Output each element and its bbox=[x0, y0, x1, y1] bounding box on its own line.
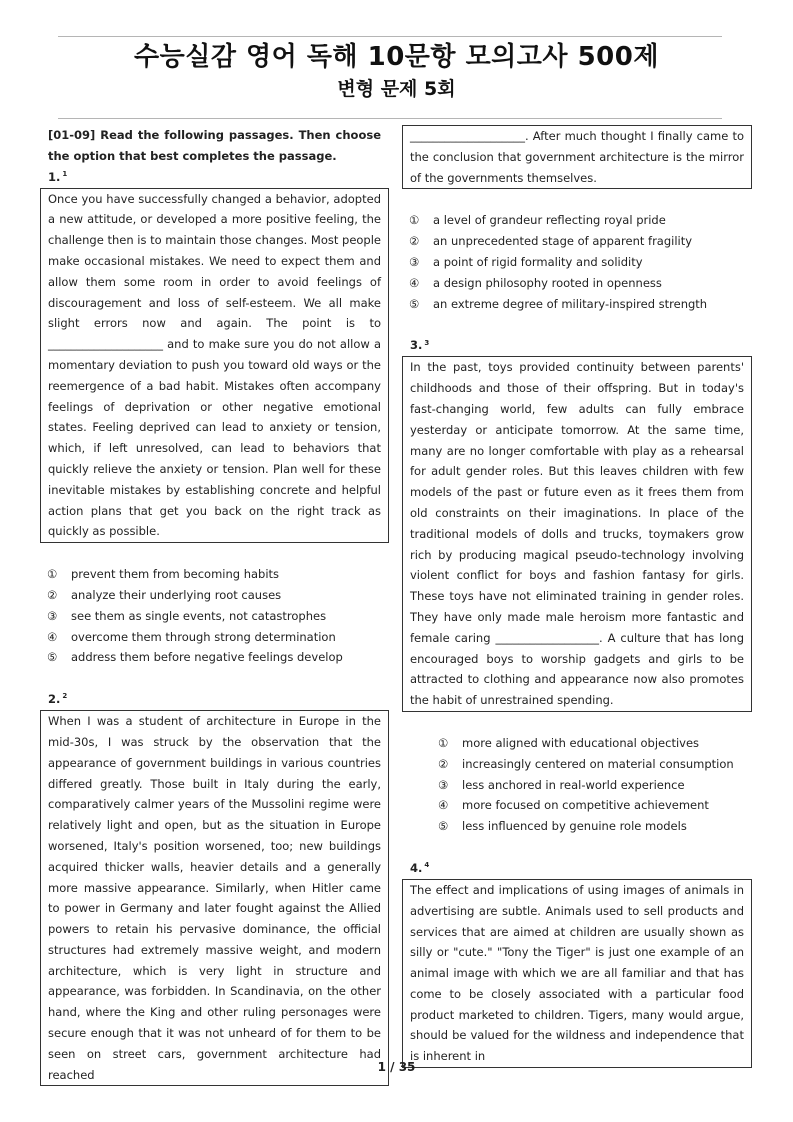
passage-box bbox=[402, 879, 752, 1068]
passage-text: In the past, toys provided continuity between parents' childhoods and those of their offspring. But in today's fast-changing world, few adults can fully embrace yesterday or anticipate tomorrow. At the same time, many are no longer comfortable with play as a rehearsal for adult gender roles. But this leaves children with few models of the past or future even as it frees them from old constraints on their imaginations. In place of the traditional models of dolls and trucks, toymakers grow rich by producing magical pseudo-technology involving violent conflict for boys and fashion fantasy for girls. These toys have not eliminated training in gender roles. They have only made male heroism more fantastic and female caring __________________. A culture that has long encouraged boys to worship gadgets and girls to be attracted to clothing and appearance now also promotes the habit of unrestrained spending. bbox=[410, 360, 744, 708]
choice-mark: ④ bbox=[438, 798, 449, 813]
choice-item[interactable] bbox=[47, 564, 389, 585]
choice-item[interactable] bbox=[47, 627, 389, 648]
passage-text: When I was a student of architecture in Europe in the mid-30s, I was struck by the observation that the appearance of government buildings in various countries differed greatly. Those built in Italy during the early, comparatively calmer years of the Mussolini regime were relatively light and open, but as the situation in Europe worsened, Italy's position worsened, too; new buildings acquired thicker walls, heavier details and a generally more massive appearance. Similarly, when Hitler came to power in Germany and later fought against the Allied powers to retain his pervasive dominance, the official structures had extremely massive weight, and modern architecture, which is very light in structure and appearance, was forbidden. In Scandinavia, on the other hand, where the King and other ruling personages were secure enough that it was not unheard of for them to be seen on street cars, government architecture had reached bbox=[48, 714, 381, 1082]
instructions: [01-09] Read the following passages. Then choose the option that best completes the passage. bbox=[48, 128, 381, 163]
choice-text: increasingly centered on material consumption bbox=[462, 756, 734, 771]
choice-mark: ③ bbox=[438, 777, 449, 792]
choice-text: less anchored in real-world experience bbox=[462, 777, 685, 792]
footnote-mark: 1 bbox=[62, 169, 68, 178]
choice-mark: ④ bbox=[47, 629, 58, 644]
page-current: 1 bbox=[377, 1060, 386, 1074]
choice-text: a point of rigid formality and solidity bbox=[433, 254, 643, 269]
choice-list bbox=[402, 210, 752, 314]
footnote-mark: 2 bbox=[62, 692, 68, 701]
question-number bbox=[402, 335, 752, 356]
choice-item[interactable] bbox=[409, 252, 752, 273]
passage-text: Once you have successfully changed a behavior, adopted a new attitude, or developed a more positive feeling, the challenge then is to maintain those changes. Most people make occasional mistakes. We need to expect them and allow them some room in order to avoid feelings of discouragement and loss of self-esteem. We all make slight errors now and again. The point is to ____________________ and to make sure you do not allow a momentary deviation to push you toward old ways or the reemergence of a bad habit. Mistakes often accompany feelings of deprivation or other negative emotional states. Feeling deprived can lead to anxiety or tension, which, if left unresolved, can lead to behaviors that quickly relieve the anxiety or tension. Plan well for these inevitable mistakes by establishing concrete and helpful action plans that get you back on the right track as quickly as possible. bbox=[48, 191, 382, 539]
choice-text: address them before negative feelings develop bbox=[71, 650, 343, 665]
choice-text: more focused on competitive achievement bbox=[462, 798, 709, 813]
choice-text: prevent them from becoming habits bbox=[71, 567, 280, 582]
right-column bbox=[402, 125, 752, 1068]
passage-box bbox=[40, 710, 389, 1086]
choice-item[interactable] bbox=[47, 585, 389, 606]
choice-mark: ③ bbox=[47, 608, 58, 623]
choice-mark: ① bbox=[438, 735, 449, 750]
question-number-text: 3. bbox=[410, 338, 423, 353]
choice-text: less influenced by genuine role models bbox=[462, 819, 687, 834]
choice-item[interactable] bbox=[438, 754, 752, 775]
question-number-text: 1. bbox=[48, 169, 61, 184]
footnote-mark: 3 bbox=[424, 338, 430, 347]
passage-box-continued bbox=[402, 125, 752, 189]
choice-item[interactable] bbox=[47, 647, 389, 668]
choice-item[interactable] bbox=[409, 210, 752, 231]
choice-item[interactable] bbox=[438, 775, 752, 796]
header-rule bbox=[58, 118, 722, 119]
choice-mark: ② bbox=[409, 234, 420, 249]
left-column bbox=[40, 125, 389, 1086]
choice-list bbox=[40, 564, 389, 668]
page-subtitle: 변형 문제 5회 bbox=[337, 78, 456, 100]
question-number bbox=[40, 167, 389, 188]
footnote-mark: 4 bbox=[424, 861, 430, 870]
choice-mark: ② bbox=[47, 587, 58, 602]
choice-item[interactable] bbox=[409, 273, 752, 294]
question-number-text: 2. bbox=[48, 692, 61, 707]
page-separator: / bbox=[390, 1060, 395, 1074]
page-total: 35 bbox=[398, 1060, 416, 1074]
question-number bbox=[40, 689, 389, 710]
choice-mark: ② bbox=[438, 756, 449, 771]
choice-text: an extreme degree of military-inspired strength bbox=[433, 296, 708, 311]
choice-item[interactable] bbox=[438, 795, 752, 816]
choice-item[interactable] bbox=[409, 294, 752, 315]
choice-item[interactable] bbox=[438, 733, 752, 754]
question-number bbox=[402, 858, 752, 879]
choice-mark: ⑤ bbox=[409, 296, 420, 311]
passage-box bbox=[40, 188, 389, 544]
choice-text: see them as single events, not catastrophes bbox=[71, 608, 327, 623]
choice-text: a level of grandeur reflecting royal pride bbox=[433, 213, 666, 228]
choice-text: more aligned with educational objectives bbox=[462, 735, 700, 750]
page-title: 수능실감 영어 독해 10문항 모의고사 500제 bbox=[134, 42, 659, 72]
choice-item[interactable] bbox=[438, 816, 752, 837]
choice-text: overcome them through strong determination bbox=[71, 629, 336, 644]
top-rule bbox=[58, 36, 722, 37]
choice-item[interactable] bbox=[47, 606, 389, 627]
choice-text: an unprecedented stage of apparent fragility bbox=[433, 234, 693, 249]
question-number-text: 4. bbox=[410, 860, 423, 875]
choice-mark: ③ bbox=[409, 254, 420, 269]
choice-list bbox=[402, 733, 752, 837]
passage-text: The effect and implications of using images of animals in advertising are subtle. Animals used to sell products and services that are aimed at children are usually shown as silly or "cute." "Tony the Tiger" is just one example of an animal image with which we are all familiar and that has come to be closely associated with a particular food product marketed to children. Tigers, many would argue, should be valued for the wildness and independence that is inherent in bbox=[410, 882, 744, 1064]
choice-mark: ④ bbox=[409, 275, 420, 290]
choice-mark: ① bbox=[47, 567, 58, 582]
choice-mark: ⑤ bbox=[47, 650, 58, 665]
choice-mark: ⑤ bbox=[438, 819, 449, 834]
passage-box bbox=[402, 356, 752, 712]
choice-item[interactable] bbox=[409, 231, 752, 252]
choice-mark: ① bbox=[409, 213, 420, 228]
choice-text: analyze their underlying root causes bbox=[71, 587, 282, 602]
passage-text: ____________________. After much thought I finally came to the conclusion that government architecture is the mirror of the governments themselves. bbox=[410, 129, 744, 185]
choice-text: a design philosophy rooted in openness bbox=[433, 275, 662, 290]
page-number bbox=[0, 1060, 793, 1074]
